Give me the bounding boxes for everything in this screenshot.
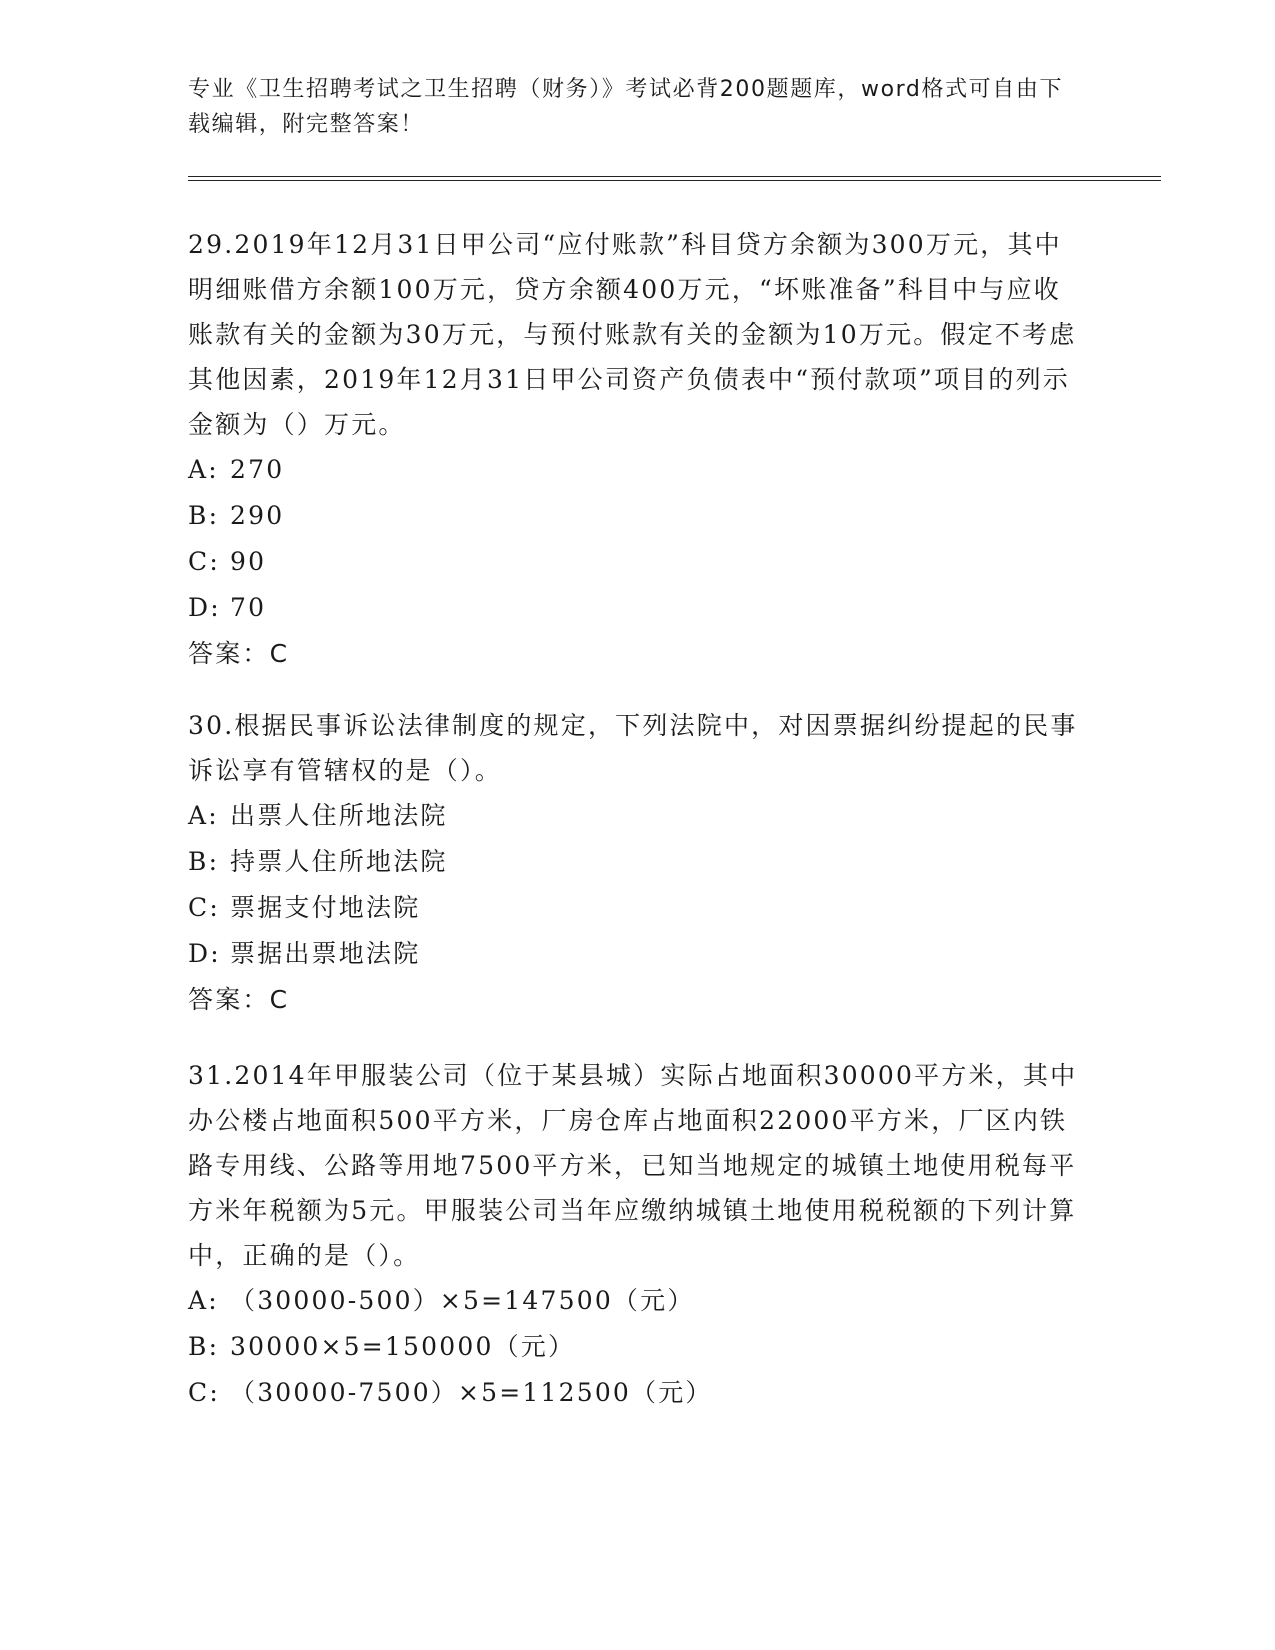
question-29: [188, 222, 1088, 677]
option-text: 30000×5=150000（元）: [230, 1332, 576, 1361]
option-letter: C:: [188, 893, 220, 922]
option-letter: D:: [188, 939, 221, 968]
option-letter: A:: [188, 455, 219, 484]
option-a: [188, 1278, 1088, 1324]
option-letter: C:: [188, 1378, 220, 1407]
option-text: 70: [230, 593, 267, 622]
option-text: （30000-500）×5=147500（元）: [230, 1286, 695, 1315]
option-letter: C:: [188, 547, 220, 576]
option-a: [188, 793, 1088, 839]
option-letter: A:: [188, 801, 219, 830]
option-text: 票据出票地法院: [230, 939, 421, 968]
option-c: [188, 1370, 1088, 1416]
header-divider: [188, 176, 1161, 181]
option-c: [188, 885, 1088, 931]
option-text: 票据支付地法院: [230, 893, 421, 922]
question-text: 29.2019年12月31日甲公司“应付账款”科目贷方余额为300万元，其中明细账借方余额100万元，贷方余额400万元，“坏账准备”科目中与应收账款有关的金额为30万元，与预付账款有关的金额为10万元。假定不考虑其他因素，2019年12月31日甲公司资产负债表中“预付款项”项目的列示金额为（）万元。: [188, 230, 1077, 439]
answer-line: 答案：C: [188, 639, 290, 668]
option-letter: A:: [188, 1286, 219, 1315]
option-a: [188, 447, 1088, 493]
option-text: 290: [230, 501, 285, 530]
option-text: 90: [230, 547, 267, 576]
option-text: （30000-7500）×5=112500（元）: [230, 1378, 713, 1407]
option-letter: D:: [188, 593, 221, 622]
option-letter: B:: [188, 1332, 220, 1361]
option-b: [188, 839, 1088, 885]
option-text: 270: [230, 455, 285, 484]
option-d: [188, 931, 1088, 977]
option-text: 出票人住所地法院: [230, 801, 448, 830]
answer-line: 答案：C: [188, 985, 290, 1014]
option-b: [188, 1324, 1088, 1370]
question-text: 31.2014年甲服装公司（位于某县城）实际占地面积30000平方米，其中办公楼占地面积500平方米，厂房仓库占地面积22000平方米，厂区内铁路专用线、公路等用地7500平方米，已知当地规定的城镇土地使用税每平方米年税额为5元。甲服装公司当年应缴纳城镇土地使用税税额的下列计算中，正确的是（）。: [188, 1061, 1078, 1270]
option-c: [188, 539, 1088, 585]
option-letter: B:: [188, 501, 220, 530]
question-31: [188, 1053, 1088, 1416]
option-letter: B:: [188, 847, 220, 876]
question-text: 30.根据民事诉讼法律制度的规定，下列法院中，对因票据纠纷提起的民事诉讼享有管辖权的是（）。: [188, 711, 1078, 785]
option-b: [188, 493, 1088, 539]
document-header: 专业《卫生招聘考试之卫生招聘（财务）》考试必背200题题库，word格式可自由下载编辑，附完整答案！: [188, 77, 1064, 137]
question-30: [188, 703, 1088, 1023]
option-d: [188, 585, 1088, 631]
option-text: 持票人住所地法院: [230, 847, 448, 876]
